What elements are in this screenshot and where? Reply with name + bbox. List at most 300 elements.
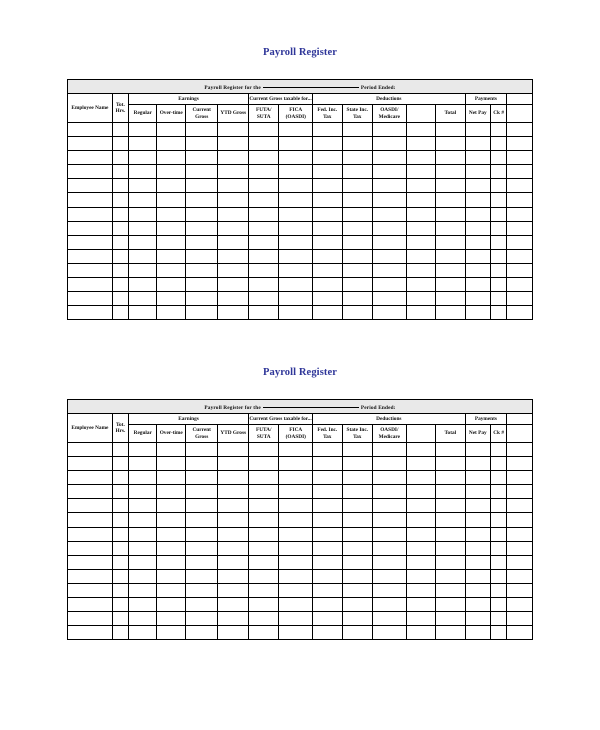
table-cell[interactable] (406, 443, 435, 457)
table-cell[interactable] (313, 457, 342, 471)
table-cell[interactable] (436, 527, 465, 541)
table-cell[interactable] (313, 151, 342, 165)
table-cell[interactable] (465, 457, 490, 471)
table-cell[interactable] (112, 179, 128, 193)
table-cell[interactable] (112, 443, 128, 457)
table-cell[interactable] (218, 541, 249, 555)
table-cell[interactable] (185, 165, 218, 179)
table-cell[interactable] (279, 626, 313, 640)
table-cell[interactable] (68, 193, 113, 207)
table-cell[interactable] (129, 443, 157, 457)
table-cell[interactable] (465, 165, 490, 179)
table-cell[interactable] (313, 598, 342, 612)
table-cell[interactable] (465, 527, 490, 541)
table-cell[interactable] (373, 513, 407, 527)
table-cell[interactable] (313, 137, 342, 151)
table-cell[interactable] (313, 471, 342, 485)
table-cell[interactable] (373, 179, 407, 193)
table-cell[interactable] (129, 193, 157, 207)
table-cell[interactable] (507, 612, 533, 626)
table-cell[interactable] (218, 513, 249, 527)
table-cell[interactable] (373, 612, 407, 626)
table-cell[interactable] (507, 207, 533, 221)
table-cell[interactable] (406, 598, 435, 612)
table-cell[interactable] (490, 513, 506, 527)
table-cell[interactable] (507, 598, 533, 612)
table-cell[interactable] (373, 249, 407, 263)
table-cell[interactable] (373, 221, 407, 235)
table-cell[interactable] (68, 457, 113, 471)
table-cell[interactable] (279, 598, 313, 612)
table-cell[interactable] (279, 193, 313, 207)
table-cell[interactable] (436, 207, 465, 221)
table-cell[interactable] (248, 123, 279, 137)
table-cell[interactable] (465, 555, 490, 569)
table-cell[interactable] (68, 541, 113, 555)
table-cell[interactable] (406, 123, 435, 137)
table-cell[interactable] (342, 499, 373, 513)
table-cell[interactable] (248, 527, 279, 541)
table-cell[interactable] (342, 137, 373, 151)
table-cell[interactable] (279, 151, 313, 165)
table-cell[interactable] (490, 569, 506, 583)
table-cell[interactable] (436, 151, 465, 165)
table-cell[interactable] (68, 626, 113, 640)
table-cell[interactable] (465, 193, 490, 207)
table-cell[interactable] (342, 179, 373, 193)
table-cell[interactable] (436, 626, 465, 640)
table-cell[interactable] (342, 249, 373, 263)
table-cell[interactable] (406, 626, 435, 640)
table-cell[interactable] (185, 221, 218, 235)
table-cell[interactable] (248, 249, 279, 263)
table-cell[interactable] (436, 249, 465, 263)
table-cell[interactable] (185, 151, 218, 165)
table-cell[interactable] (68, 471, 113, 485)
table-cell[interactable] (465, 263, 490, 277)
table-cell[interactable] (465, 569, 490, 583)
table-cell[interactable] (112, 263, 128, 277)
table-cell[interactable] (490, 249, 506, 263)
table-cell[interactable] (112, 541, 128, 555)
table-cell[interactable] (68, 235, 113, 249)
table-cell[interactable] (129, 485, 157, 499)
table-cell[interactable] (490, 292, 506, 306)
table-cell[interactable] (129, 165, 157, 179)
table-cell[interactable] (507, 626, 533, 640)
table-cell[interactable] (342, 513, 373, 527)
table-cell[interactable] (279, 612, 313, 626)
table-cell[interactable] (507, 151, 533, 165)
table-cell[interactable] (373, 443, 407, 457)
table-cell[interactable] (279, 527, 313, 541)
table-cell[interactable] (342, 306, 373, 320)
table-cell[interactable] (279, 137, 313, 151)
table-cell[interactable] (465, 626, 490, 640)
table-cell[interactable] (218, 278, 249, 292)
table-cell[interactable] (218, 292, 249, 306)
table-cell[interactable] (129, 151, 157, 165)
table-cell[interactable] (129, 499, 157, 513)
table-cell[interactable] (218, 598, 249, 612)
table-cell[interactable] (248, 583, 279, 597)
table-cell[interactable] (112, 485, 128, 499)
table-cell[interactable] (112, 249, 128, 263)
table-cell[interactable] (490, 179, 506, 193)
table-cell[interactable] (342, 569, 373, 583)
table-cell[interactable] (507, 165, 533, 179)
table-cell[interactable] (342, 221, 373, 235)
table-cell[interactable] (68, 137, 113, 151)
table-cell[interactable] (507, 235, 533, 249)
table-cell[interactable] (185, 263, 218, 277)
table-cell[interactable] (129, 583, 157, 597)
table-cell[interactable] (157, 235, 185, 249)
table-cell[interactable] (157, 626, 185, 640)
table-cell[interactable] (507, 179, 533, 193)
table-cell[interactable] (129, 221, 157, 235)
table-cell[interactable] (406, 541, 435, 555)
table-cell[interactable] (157, 513, 185, 527)
table-cell[interactable] (465, 443, 490, 457)
table-cell[interactable] (313, 583, 342, 597)
table-cell[interactable] (507, 193, 533, 207)
table-cell[interactable] (490, 278, 506, 292)
table-cell[interactable] (248, 471, 279, 485)
table-cell[interactable] (406, 207, 435, 221)
table-cell[interactable] (218, 221, 249, 235)
table-cell[interactable] (112, 123, 128, 137)
table-cell[interactable] (157, 179, 185, 193)
table-cell[interactable] (185, 306, 218, 320)
table-cell[interactable] (112, 193, 128, 207)
table-cell[interactable] (436, 555, 465, 569)
table-cell[interactable] (279, 541, 313, 555)
table-cell[interactable] (185, 292, 218, 306)
table-cell[interactable] (373, 292, 407, 306)
table-cell[interactable] (436, 235, 465, 249)
table-cell[interactable] (406, 292, 435, 306)
table-cell[interactable] (436, 583, 465, 597)
table-cell[interactable] (279, 278, 313, 292)
table-cell[interactable] (436, 137, 465, 151)
table-cell[interactable] (342, 165, 373, 179)
table-cell[interactable] (218, 626, 249, 640)
table-cell[interactable] (465, 179, 490, 193)
table-cell[interactable] (248, 513, 279, 527)
table-cell[interactable] (185, 612, 218, 626)
table-cell[interactable] (436, 179, 465, 193)
table-cell[interactable] (436, 263, 465, 277)
table-cell[interactable] (279, 292, 313, 306)
table-cell[interactable] (342, 555, 373, 569)
table-cell[interactable] (313, 541, 342, 555)
table-cell[interactable] (436, 278, 465, 292)
table-cell[interactable] (129, 513, 157, 527)
table-cell[interactable] (313, 165, 342, 179)
table-cell[interactable] (490, 541, 506, 555)
table-cell[interactable] (68, 555, 113, 569)
table-cell[interactable] (157, 249, 185, 263)
table-cell[interactable] (465, 123, 490, 137)
table-cell[interactable] (342, 598, 373, 612)
table-cell[interactable] (436, 221, 465, 235)
table-cell[interactable] (112, 527, 128, 541)
table-cell[interactable] (507, 137, 533, 151)
table-cell[interactable] (68, 221, 113, 235)
table-cell[interactable] (218, 612, 249, 626)
table-cell[interactable] (465, 598, 490, 612)
table-cell[interactable] (313, 249, 342, 263)
table-cell[interactable] (406, 193, 435, 207)
table-cell[interactable] (185, 471, 218, 485)
table-cell[interactable] (342, 263, 373, 277)
table-cell[interactable] (279, 179, 313, 193)
table-cell[interactable] (313, 193, 342, 207)
table-cell[interactable] (248, 541, 279, 555)
table-cell[interactable] (465, 471, 490, 485)
table-cell[interactable] (373, 485, 407, 499)
table-cell[interactable] (185, 527, 218, 541)
table-cell[interactable] (218, 179, 249, 193)
table-cell[interactable] (436, 123, 465, 137)
table-cell[interactable] (465, 221, 490, 235)
table-cell[interactable] (465, 306, 490, 320)
table-cell[interactable] (185, 179, 218, 193)
table-cell[interactable] (490, 263, 506, 277)
table-cell[interactable] (313, 292, 342, 306)
table-cell[interactable] (218, 151, 249, 165)
table-cell[interactable] (313, 443, 342, 457)
table-cell[interactable] (279, 555, 313, 569)
table-cell[interactable] (218, 583, 249, 597)
table-cell[interactable] (342, 583, 373, 597)
table-cell[interactable] (373, 235, 407, 249)
table-cell[interactable] (157, 443, 185, 457)
table-cell[interactable] (157, 151, 185, 165)
table-cell[interactable] (129, 263, 157, 277)
table-cell[interactable] (185, 443, 218, 457)
table-cell[interactable] (248, 485, 279, 499)
table-cell[interactable] (436, 569, 465, 583)
table-cell[interactable] (342, 457, 373, 471)
table-cell[interactable] (248, 193, 279, 207)
table-cell[interactable] (313, 306, 342, 320)
table-cell[interactable] (406, 151, 435, 165)
table-cell[interactable] (112, 137, 128, 151)
table-cell[interactable] (373, 598, 407, 612)
table-cell[interactable] (185, 583, 218, 597)
table-cell[interactable] (373, 583, 407, 597)
table-cell[interactable] (279, 443, 313, 457)
table-cell[interactable] (157, 471, 185, 485)
table-cell[interactable] (406, 583, 435, 597)
table-cell[interactable] (248, 569, 279, 583)
table-cell[interactable] (490, 306, 506, 320)
table-cell[interactable] (373, 499, 407, 513)
table-cell[interactable] (373, 626, 407, 640)
table-cell[interactable] (218, 165, 249, 179)
table-cell[interactable] (248, 306, 279, 320)
table-cell[interactable] (465, 485, 490, 499)
table-cell[interactable] (436, 292, 465, 306)
table-cell[interactable] (157, 221, 185, 235)
table-cell[interactable] (112, 292, 128, 306)
table-cell[interactable] (342, 292, 373, 306)
table-cell[interactable] (507, 221, 533, 235)
table-cell[interactable] (279, 457, 313, 471)
table-cell[interactable] (406, 179, 435, 193)
table-cell[interactable] (373, 306, 407, 320)
table-cell[interactable] (406, 569, 435, 583)
table-cell[interactable] (406, 555, 435, 569)
table-cell[interactable] (373, 151, 407, 165)
table-cell[interactable] (406, 457, 435, 471)
table-cell[interactable] (507, 306, 533, 320)
table-cell[interactable] (129, 306, 157, 320)
table-cell[interactable] (279, 165, 313, 179)
table-cell[interactable] (129, 457, 157, 471)
table-cell[interactable] (68, 513, 113, 527)
table-cell[interactable] (185, 485, 218, 499)
table-cell[interactable] (248, 165, 279, 179)
table-cell[interactable] (373, 137, 407, 151)
table-cell[interactable] (373, 263, 407, 277)
table-cell[interactable] (68, 527, 113, 541)
table-cell[interactable] (129, 278, 157, 292)
table-cell[interactable] (279, 249, 313, 263)
table-cell[interactable] (129, 292, 157, 306)
table-cell[interactable] (218, 263, 249, 277)
table-cell[interactable] (507, 249, 533, 263)
table-cell[interactable] (248, 235, 279, 249)
table-cell[interactable] (279, 513, 313, 527)
table-cell[interactable] (248, 207, 279, 221)
table-cell[interactable] (313, 626, 342, 640)
table-cell[interactable] (342, 235, 373, 249)
table-cell[interactable] (68, 207, 113, 221)
table-cell[interactable] (313, 513, 342, 527)
table-cell[interactable] (507, 263, 533, 277)
table-cell[interactable] (313, 527, 342, 541)
table-cell[interactable] (248, 457, 279, 471)
table-cell[interactable] (185, 123, 218, 137)
table-cell[interactable] (248, 263, 279, 277)
table-cell[interactable] (68, 179, 113, 193)
table-cell[interactable] (507, 513, 533, 527)
table-cell[interactable] (406, 249, 435, 263)
table-cell[interactable] (490, 443, 506, 457)
table-cell[interactable] (507, 292, 533, 306)
table-cell[interactable] (373, 555, 407, 569)
table-cell[interactable] (157, 499, 185, 513)
table-cell[interactable] (185, 626, 218, 640)
table-cell[interactable] (129, 123, 157, 137)
table-cell[interactable] (507, 541, 533, 555)
table-cell[interactable] (157, 193, 185, 207)
table-cell[interactable] (342, 207, 373, 221)
table-cell[interactable] (490, 235, 506, 249)
table-cell[interactable] (129, 612, 157, 626)
table-cell[interactable] (490, 165, 506, 179)
table-cell[interactable] (112, 612, 128, 626)
table-cell[interactable] (342, 485, 373, 499)
table-cell[interactable] (157, 598, 185, 612)
table-cell[interactable] (68, 583, 113, 597)
table-cell[interactable] (112, 569, 128, 583)
table-cell[interactable] (406, 263, 435, 277)
table-cell[interactable] (490, 583, 506, 597)
table-cell[interactable] (185, 193, 218, 207)
table-cell[interactable] (436, 471, 465, 485)
table-cell[interactable] (436, 485, 465, 499)
table-cell[interactable] (157, 207, 185, 221)
table-cell[interactable] (157, 485, 185, 499)
table-cell[interactable] (185, 235, 218, 249)
table-cell[interactable] (490, 499, 506, 513)
table-cell[interactable] (157, 292, 185, 306)
table-cell[interactable] (68, 263, 113, 277)
table-cell[interactable] (373, 471, 407, 485)
table-cell[interactable] (465, 499, 490, 513)
table-cell[interactable] (279, 499, 313, 513)
table-cell[interactable] (185, 598, 218, 612)
table-cell[interactable] (490, 612, 506, 626)
table-cell[interactable] (157, 306, 185, 320)
table-cell[interactable] (112, 306, 128, 320)
table-cell[interactable] (185, 249, 218, 263)
table-cell[interactable] (406, 221, 435, 235)
table-cell[interactable] (507, 583, 533, 597)
table-cell[interactable] (68, 292, 113, 306)
table-cell[interactable] (436, 306, 465, 320)
table-cell[interactable] (406, 278, 435, 292)
table-cell[interactable] (465, 513, 490, 527)
table-cell[interactable] (248, 499, 279, 513)
table-cell[interactable] (313, 207, 342, 221)
table-cell[interactable] (68, 485, 113, 499)
table-cell[interactable] (218, 235, 249, 249)
table-cell[interactable] (68, 249, 113, 263)
table-cell[interactable] (248, 292, 279, 306)
table-cell[interactable] (436, 612, 465, 626)
table-cell[interactable] (342, 278, 373, 292)
table-cell[interactable] (218, 123, 249, 137)
table-cell[interactable] (218, 499, 249, 513)
table-cell[interactable] (112, 626, 128, 640)
table-cell[interactable] (279, 263, 313, 277)
table-cell[interactable] (68, 278, 113, 292)
table-cell[interactable] (342, 123, 373, 137)
table-cell[interactable] (490, 193, 506, 207)
table-cell[interactable] (185, 207, 218, 221)
table-cell[interactable] (342, 193, 373, 207)
table-cell[interactable] (248, 443, 279, 457)
table-cell[interactable] (342, 626, 373, 640)
table-cell[interactable] (68, 612, 113, 626)
table-cell[interactable] (313, 569, 342, 583)
table-cell[interactable] (465, 249, 490, 263)
table-cell[interactable] (157, 263, 185, 277)
table-cell[interactable] (490, 151, 506, 165)
table-cell[interactable] (248, 278, 279, 292)
table-cell[interactable] (279, 569, 313, 583)
table-cell[interactable] (406, 471, 435, 485)
table-cell[interactable] (68, 499, 113, 513)
table-cell[interactable] (185, 513, 218, 527)
table-cell[interactable] (112, 598, 128, 612)
table-cell[interactable] (342, 541, 373, 555)
